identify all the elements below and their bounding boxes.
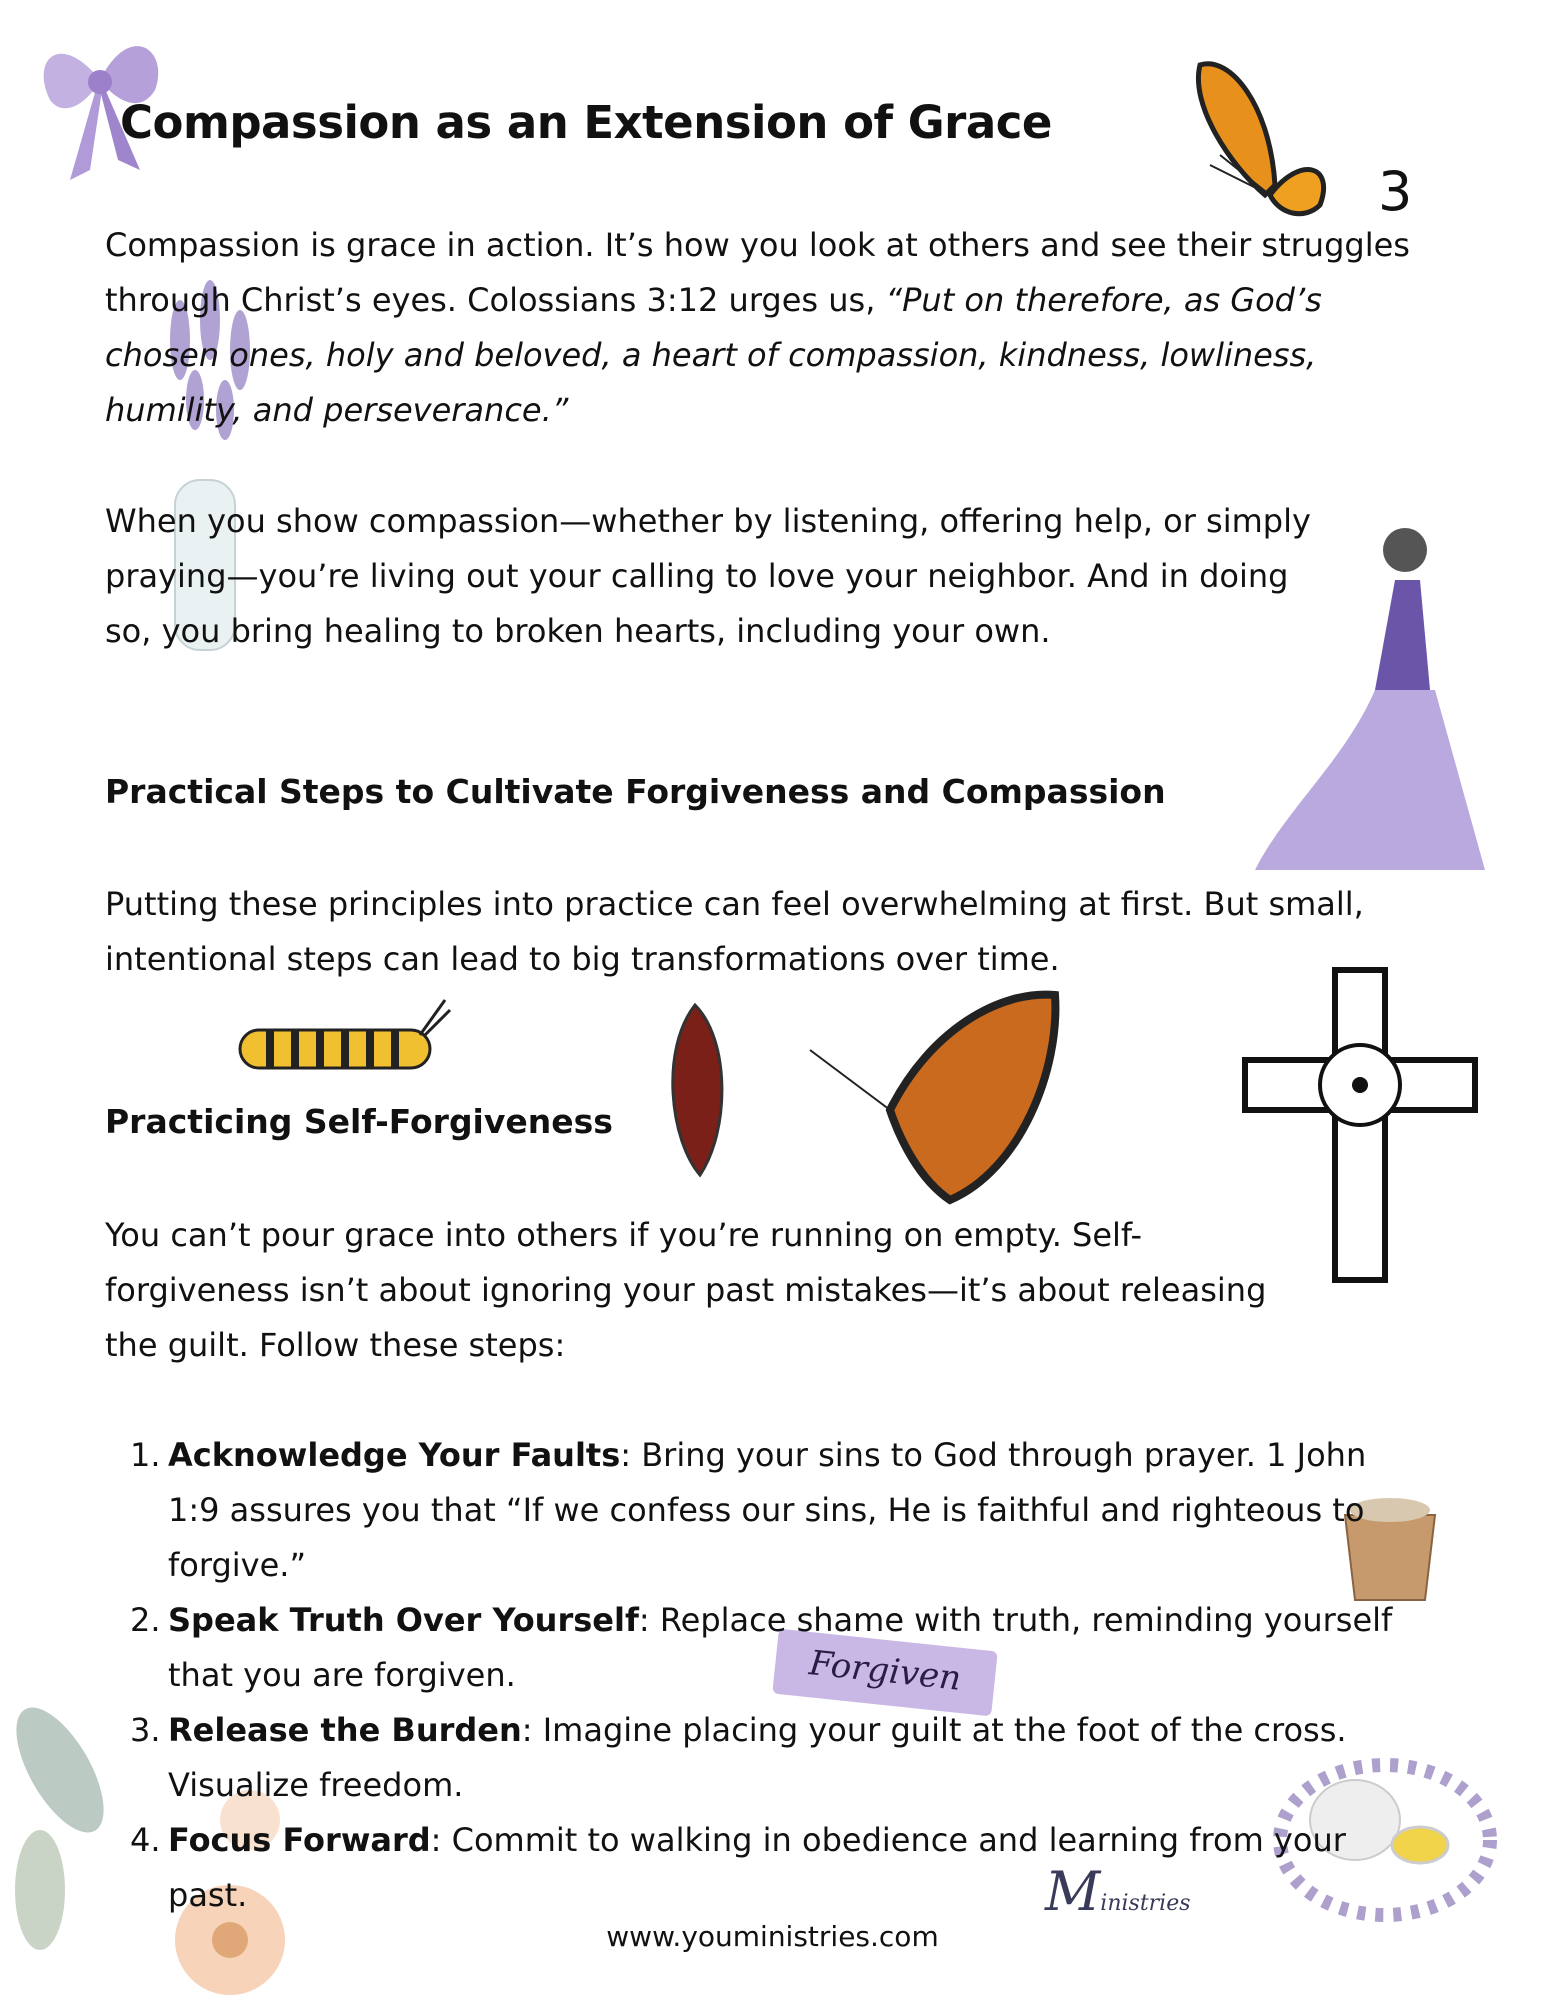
footer-url[interactable]: www.youministries.com [606, 1920, 939, 1953]
paragraph-principles: Putting these principles into practice can feel overwhelming at first. But small, intentional steps can lead to big transformations over time. [105, 885, 1364, 978]
butterfly-icon [800, 990, 1070, 1205]
list-item [130, 1428, 1420, 1593]
step-number: 2. [130, 1601, 161, 1639]
list-item [130, 1593, 1420, 1703]
step-text: : Commit to walking in obedience and learning from your past. [168, 1821, 1346, 1914]
page-number: 3 [1378, 160, 1413, 223]
list-item [130, 1703, 1420, 1813]
list-item [130, 1813, 1420, 1923]
step-text: : Imagine placing your guilt at the foot of the cross. Visualize freedom. [168, 1711, 1347, 1804]
logo-text: Ministries [1045, 1860, 1191, 1923]
step-number: 1. [130, 1436, 161, 1474]
monarch-butterfly-icon [1170, 45, 1335, 225]
step-title: Release the Burden [168, 1711, 522, 1749]
banner-text: Forgiven [807, 1643, 963, 1699]
step-text: : Replace shame with truth, reminding yourself that you are forgiven. [168, 1601, 1393, 1694]
step-number: 3. [130, 1711, 161, 1749]
caterpillar-icon [235, 990, 455, 1080]
section-heading-practical-steps: Practical Steps to Cultivate Forgiveness and Compassion [105, 772, 1166, 811]
steps-list [130, 1428, 1420, 1923]
section-heading-self-forgiveness: Practicing Self-Forgiveness [105, 1102, 613, 1141]
chrysalis-icon [655, 1000, 735, 1180]
step-title: Focus Forward [168, 1821, 431, 1859]
step-text: : Bring your sins to God through prayer. 1 John 1:9 assures you that “If we confess our sins, He is faithful and righteous to forgive.” [168, 1436, 1367, 1584]
step-title: Speak Truth Over Yourself [168, 1601, 639, 1639]
paragraph-self-forgiveness: You can’t pour grace into others if you’re running on empty. Self-forgiveness isn’t about ignoring your past mistakes—it’s about releasing the guilt. Follow these steps: [105, 1216, 1267, 1364]
paragraph-compassion [105, 218, 1425, 438]
paragraph-show-compassion: When you show compassion—whether by listening, offering help, or simply praying—you’re living out your calling to love your neighbor. And in doing so, you bring healing to broken hearts, including your own. [105, 502, 1311, 650]
paragraph-text: Compassion is grace in action. It’s how you look at others and see their struggles through Christ’s eyes. Colossians 3:12 urges us, [105, 226, 1410, 319]
page-title: Compassion as an Extension of Grace [120, 96, 1052, 149]
step-number: 4. [130, 1821, 161, 1859]
scripture-quote: “Put on therefore, as God’s chosen ones, holy and beloved, a heart of compassion, kindness, lowliness, humility, and perseverance.” [105, 281, 1322, 429]
step-title: Acknowledge Your Faults [168, 1436, 621, 1474]
